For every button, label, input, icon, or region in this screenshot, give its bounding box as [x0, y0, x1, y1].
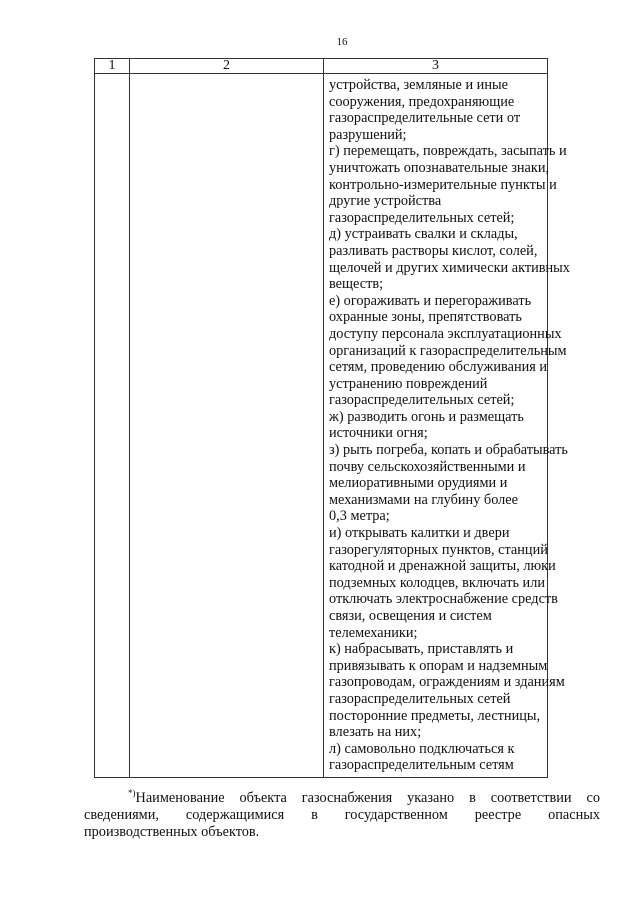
text-line: охранные зоны, препятствовать	[329, 309, 522, 326]
cell-col-1	[95, 74, 130, 778]
text-line: влезать на них;	[329, 724, 422, 741]
footnote	[84, 790, 600, 841]
text-line: щелочей и других химически активных	[329, 259, 570, 276]
footnote-line-2: сведениями, содержащимися в государственном реестре опасных	[84, 806, 600, 823]
table-header-row	[95, 59, 548, 74]
text-line: г) перемещать, повреждать, засыпать и	[329, 143, 567, 160]
text-line: посторонние предметы, лестницы,	[329, 707, 541, 724]
text-line: контрольно-измерительные пункты и	[329, 176, 557, 193]
text-line: разрушений;	[329, 126, 407, 143]
text-line: подземных колодцев, включать или	[329, 574, 545, 591]
text-line: почву сельскохозяйственными и	[329, 458, 526, 475]
text-line: газораспределительных сетей	[329, 690, 511, 707]
text-line: сооружения, предохраняющие	[329, 93, 515, 110]
text-line: уничтожать опознавательные знаки,	[329, 159, 550, 176]
text-line: источники огня;	[329, 425, 428, 442]
text-line: связи, освещения и систем	[329, 608, 492, 624]
header-col-1: 1	[95, 59, 130, 74]
text-line: отключать электроснабжение средств	[329, 591, 558, 608]
text-line: телемеханики;	[329, 624, 418, 641]
content-table	[94, 58, 570, 778]
text-line: е) огораживать и перегораживать	[329, 292, 532, 309]
text-line: разливать растворы кислот, солей,	[329, 242, 538, 259]
col3-text	[324, 74, 570, 777]
text-line: мелиоративными орудиями и	[329, 475, 508, 492]
text-line: доступу персонала эксплуатационных	[329, 325, 562, 342]
text-line: катодной и дренажной защиты, люки	[329, 558, 556, 575]
page-number: 16	[336, 36, 348, 48]
text-line: 0,3 метра;	[329, 508, 390, 525]
footnote-marker: *)	[128, 788, 136, 799]
header-col-2: 2	[130, 59, 324, 74]
footnote-line-3: производственных объектов.	[84, 823, 260, 840]
text-line: и) открывать калитки и двери	[329, 525, 510, 542]
cell-col-2	[130, 74, 324, 778]
text-line: газораспределительные сети от	[329, 110, 521, 127]
table-row	[95, 74, 548, 778]
text-line: механизмами на глубину более	[329, 491, 518, 508]
text-line: устройства, земляные и иные	[329, 77, 508, 93]
header-col-3: 3	[324, 59, 548, 74]
text-line: устранению повреждений	[329, 375, 488, 392]
text-line: ж) разводить огонь и размещать	[329, 408, 524, 425]
text-line: сетям, проведению обслуживания и	[329, 359, 548, 376]
text-line: д) устраивать свалки и склады,	[329, 226, 518, 243]
text-line: привязывать к опорам и надземным	[329, 657, 548, 674]
cell-col-3	[324, 74, 570, 778]
text-line: газорегуляторных пунктов, станций	[329, 541, 548, 558]
text-line: газораспределительных сетей;	[329, 392, 515, 409]
text-line: газораспределительным сетям	[329, 757, 514, 774]
footnote-line-1: Наименование объекта газоснабжения указано в соответствии со	[135, 789, 600, 806]
text-line: другие устройства	[329, 193, 442, 210]
text-line: газопроводам, ограждениям и зданиям	[329, 674, 565, 691]
text-line: л) самовольно подключаться к	[329, 740, 515, 757]
text-line: газораспределительных сетей;	[329, 209, 515, 226]
text-line: веществ;	[329, 276, 384, 293]
text-line: к) набрасывать, приставлять и	[329, 641, 514, 658]
text-line: з) рыть погреба, копать и обрабатывать	[329, 442, 568, 459]
text-line: организаций к газораспределительным	[329, 342, 567, 359]
